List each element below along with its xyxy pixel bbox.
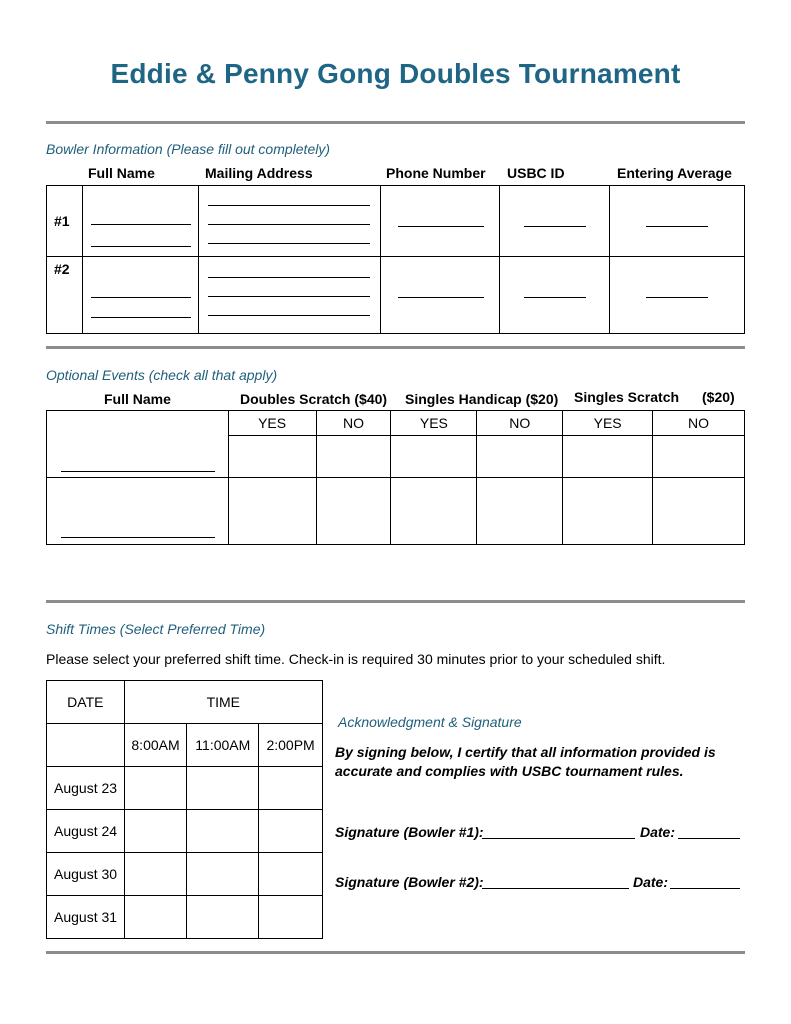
doubles-scratch-no-checkbox[interactable] — [316, 436, 391, 478]
shift-row — [47, 853, 323, 896]
signature-2-label: Signature (Bowler #2): — [335, 874, 484, 890]
singles-scratch-no-checkbox[interactable] — [653, 436, 745, 478]
shift-instructions: Please select your preferred shift time. Check-in is required 30 minutes prior to your scheduled shift. — [46, 651, 666, 667]
shift-select-cell[interactable] — [259, 853, 323, 896]
divider — [46, 121, 745, 124]
signature-1-field[interactable] — [482, 838, 635, 839]
date-2-field[interactable] — [670, 888, 740, 889]
entering-average-field[interactable] — [610, 186, 745, 257]
date-1-field[interactable] — [678, 838, 740, 839]
optional-events-heading: Optional Events (check all that apply) — [46, 367, 278, 383]
time-11am: 11:00AM — [187, 724, 259, 767]
divider — [46, 600, 745, 603]
col-mailing-address: Mailing Address — [205, 165, 313, 181]
bowler-row-1 — [47, 186, 745, 257]
singles-scratch-yes-checkbox[interactable] — [563, 478, 653, 545]
bowler-row-2 — [47, 257, 745, 334]
shift-select-cell[interactable] — [187, 767, 259, 810]
shift-row — [47, 896, 323, 939]
shift-select-cell[interactable] — [124, 896, 187, 939]
shift-date: August 23 — [47, 767, 125, 810]
bowler-info-heading: Bowler Information (Please fill out completely) — [46, 141, 331, 157]
page-title: Eddie & Penny Gong Doubles Tournament — [110, 58, 681, 89]
col-full-name: Full Name — [88, 165, 155, 181]
shift-date: August 31 — [47, 896, 125, 939]
date-1-label: Date: — [640, 824, 676, 840]
empty-cell — [47, 724, 125, 767]
full-name-field[interactable] — [82, 186, 198, 257]
bowler-row-label: #1 — [47, 186, 83, 257]
mailing-address-field[interactable] — [198, 186, 380, 257]
time-2pm: 2:00PM — [259, 724, 323, 767]
time-header: TIME — [124, 681, 322, 724]
no-header: NO — [653, 411, 745, 436]
singles-handicap-no-checkbox[interactable] — [477, 436, 563, 478]
shift-select-cell[interactable] — [187, 896, 259, 939]
acknowledgment-heading: Acknowledgment & Signature — [338, 714, 522, 730]
full-name-field[interactable] — [82, 257, 198, 334]
shift-row — [47, 767, 323, 810]
singles-handicap-yes-checkbox[interactable] — [391, 436, 477, 478]
shift-date: August 30 — [47, 853, 125, 896]
event-singles-scratch: Singles Scratch — [574, 389, 680, 405]
shift-times-table — [46, 680, 323, 939]
col-phone-number: Phone Number — [386, 165, 486, 181]
shift-select-cell[interactable] — [124, 767, 187, 810]
singles-handicap-no-checkbox[interactable] — [477, 478, 563, 545]
date-2-label: Date: — [633, 874, 669, 890]
col-usbc-id: USBC ID — [507, 165, 565, 181]
event-doubles-scratch: Doubles Scratch ($40) — [240, 391, 388, 407]
yes-header: YES — [391, 411, 477, 436]
no-header: NO — [477, 411, 563, 436]
optional-events-table — [46, 410, 745, 545]
shift-select-cell[interactable] — [187, 810, 259, 853]
shift-times-heading: Shift Times (Select Preferred Time) — [46, 621, 266, 637]
phone-number-field[interactable] — [380, 186, 500, 257]
doubles-scratch-yes-checkbox[interactable] — [228, 436, 316, 478]
signature-2-field[interactable] — [482, 888, 629, 889]
usbc-id-field[interactable] — [500, 257, 610, 334]
shift-row — [47, 810, 323, 853]
bowler-row-label: #2 — [47, 257, 83, 334]
shift-select-cell[interactable] — [124, 810, 187, 853]
divider — [46, 346, 745, 349]
certification-line-2: accurate and complies with USBC tournament rules. — [335, 763, 684, 779]
no-header: NO — [316, 411, 391, 436]
phone-number-field[interactable] — [380, 257, 500, 334]
event-singles-handicap: Singles Handicap ($20) — [405, 391, 559, 407]
event-row-2 — [47, 478, 745, 545]
divider — [46, 951, 745, 954]
certification-line-1: By signing below, I certify that all information provided is — [335, 744, 716, 760]
yes-header: YES — [563, 411, 653, 436]
bowler-info-table — [46, 185, 745, 334]
yes-header: YES — [228, 411, 316, 436]
shift-select-cell[interactable] — [187, 853, 259, 896]
event-singles-scratch-price: ($20) — [702, 389, 735, 405]
usbc-id-field[interactable] — [500, 186, 610, 257]
yes-no-header-row — [47, 411, 745, 436]
col-entering-average: Entering Average — [617, 165, 732, 181]
event-name-field[interactable] — [47, 478, 229, 545]
events-full-name-header: Full Name — [104, 391, 171, 407]
doubles-scratch-yes-checkbox[interactable] — [228, 478, 316, 545]
doubles-scratch-no-checkbox[interactable] — [316, 478, 391, 545]
mailing-address-field[interactable] — [198, 257, 380, 334]
shift-select-cell[interactable] — [124, 853, 187, 896]
signature-1-label: Signature (Bowler #1): — [335, 824, 484, 840]
singles-scratch-yes-checkbox[interactable] — [563, 436, 653, 478]
shift-select-cell[interactable] — [259, 767, 323, 810]
singles-handicap-yes-checkbox[interactable] — [391, 478, 477, 545]
singles-scratch-no-checkbox[interactable] — [653, 478, 745, 545]
shift-select-cell[interactable] — [259, 810, 323, 853]
shift-date: August 24 — [47, 810, 125, 853]
shift-select-cell[interactable] — [259, 896, 323, 939]
event-name-field[interactable] — [47, 411, 229, 478]
time-8am: 8:00AM — [124, 724, 187, 767]
entering-average-field[interactable] — [610, 257, 745, 334]
date-header: DATE — [47, 681, 125, 724]
